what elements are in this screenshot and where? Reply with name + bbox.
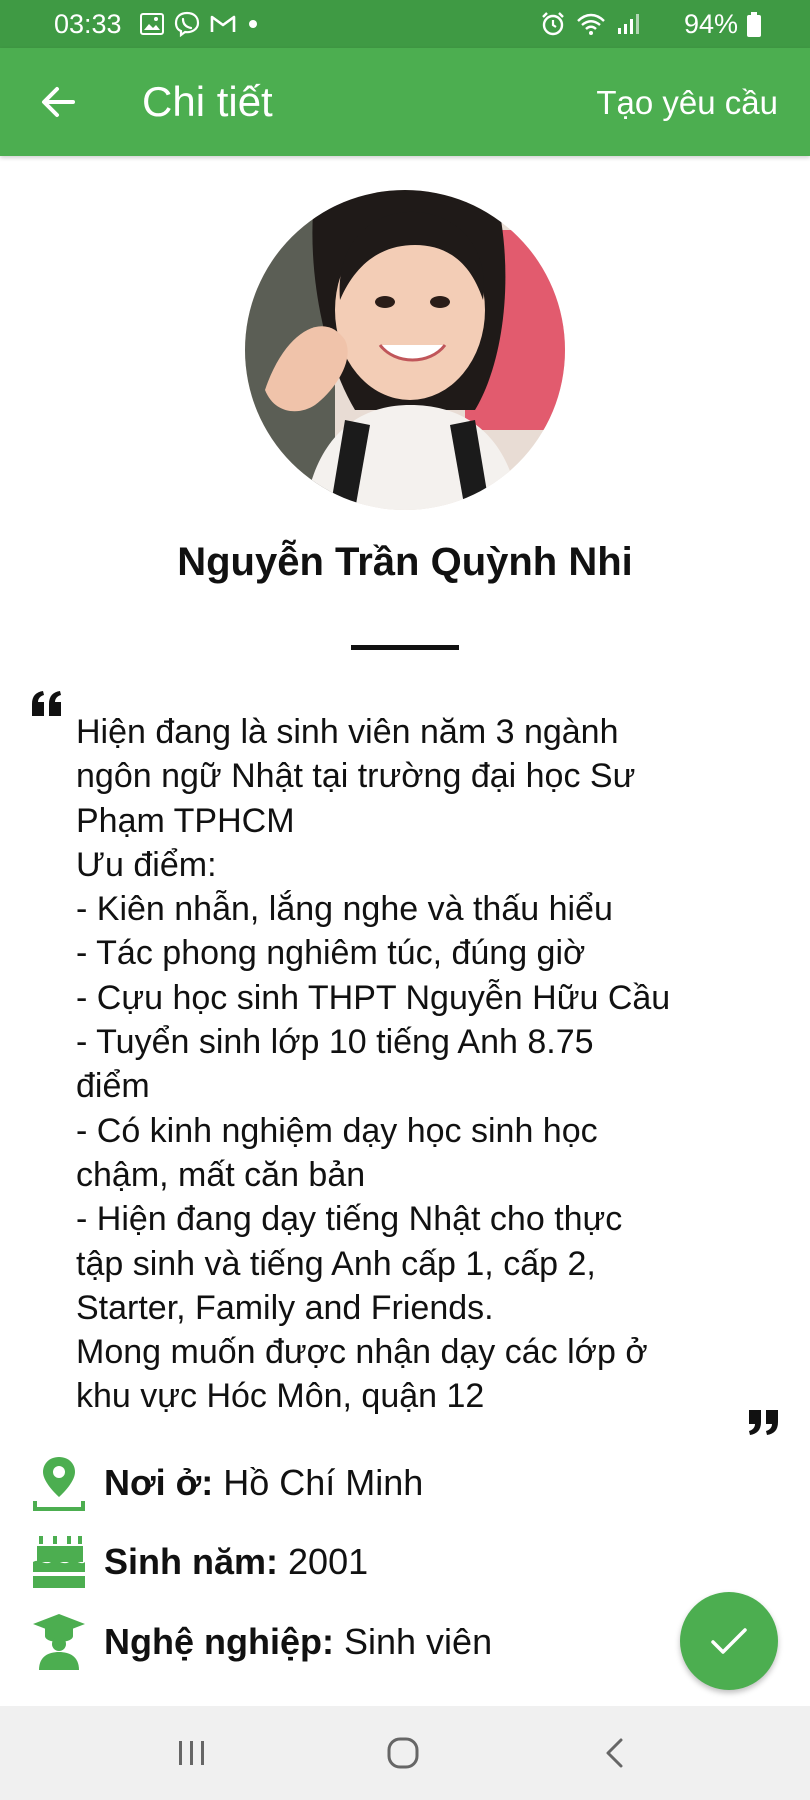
system-nav-bar — [0, 1706, 810, 1800]
home-icon — [386, 1736, 420, 1770]
bio-line: - Có kinh nghiệm dạy học sinh học — [76, 1111, 598, 1150]
avatar — [245, 190, 565, 510]
home-button[interactable] — [373, 1728, 433, 1778]
page-title: Chi tiết — [142, 78, 273, 125]
bio-line: chậm, mất căn bản — [76, 1155, 366, 1194]
bio-line: tập sinh và tiếng Anh cấp 1, cấp 2, — [76, 1244, 596, 1283]
profile-name: Nguyễn Trần Quỳnh Nhi — [177, 540, 633, 584]
back-nav-icon — [603, 1737, 627, 1769]
cake-icon — [30, 1531, 88, 1593]
bio-line: Mong muốn được nhận dạy các lớp ở — [76, 1333, 648, 1372]
arrow-left-icon — [40, 85, 76, 119]
bio-line: Phạm TPHCM — [76, 801, 295, 840]
info-label: Sinh năm: — [104, 1541, 279, 1582]
bio-line: ngôn ngữ Nhật tại trường đại học Sư — [76, 757, 636, 796]
battery-icon — [746, 12, 762, 43]
bio-line: - Kiên nhẫn, lắng nghe và thấu hiểu — [76, 890, 613, 929]
recent-apps-icon — [176, 1739, 208, 1767]
bio-line: điểm — [76, 1067, 150, 1106]
divider — [351, 645, 459, 650]
info-residence — [30, 1452, 423, 1514]
info-value: Hồ Chí Minh — [223, 1462, 424, 1503]
graduate-icon — [30, 1611, 88, 1673]
quote-open-icon — [30, 690, 64, 723]
bio-line: - Tác phong nghiêm túc, đúng giờ — [76, 934, 586, 973]
quote-close-icon — [746, 1408, 780, 1441]
info-label: Nơi ở: — [104, 1462, 214, 1503]
alarm-icon — [540, 11, 566, 42]
gmail-icon — [210, 14, 236, 39]
app-bar — [0, 48, 810, 156]
location-icon — [30, 1452, 88, 1514]
info-birth-year — [30, 1531, 368, 1593]
info-label: Nghệ nghiệp: — [104, 1621, 334, 1662]
viber-icon — [174, 11, 200, 42]
bio-line: Hiện đang là sinh viên năm 3 ngành — [76, 713, 619, 751]
dot-icon — [246, 17, 260, 36]
wifi-icon — [576, 12, 606, 41]
check-icon — [710, 1626, 748, 1656]
gallery-icon — [140, 13, 164, 40]
battery-percent: 94% — [683, 9, 738, 39]
bio-line: khu vực Hóc Môn, quận 12 — [76, 1377, 485, 1416]
bio-line: Starter, Family and Friends. — [76, 1288, 494, 1327]
back-button[interactable] — [34, 78, 82, 126]
confirm-button[interactable] — [680, 1592, 778, 1690]
bio-line: Ưu điểm: — [76, 845, 217, 884]
info-value: 2001 — [288, 1541, 369, 1582]
status-bar — [0, 0, 810, 48]
info-occupation — [30, 1611, 492, 1673]
bio-text — [76, 710, 776, 1419]
recent-apps-button[interactable] — [162, 1728, 222, 1778]
back-nav-button[interactable] — [585, 1728, 645, 1778]
status-time: 03:33 — [54, 9, 122, 39]
bio-line: - Cựu học sinh THPT Nguyễn Hữu Cầu — [76, 978, 671, 1017]
signal-icon — [616, 12, 640, 41]
bio-line: - Hiện đang dạy tiếng Nhật cho thực — [76, 1200, 623, 1239]
create-request-button[interactable]: Tạo yêu cầu — [596, 84, 778, 121]
info-value: Sinh viên — [344, 1621, 493, 1662]
bio-line: - Tuyển sinh lớp 10 tiếng Anh 8.75 — [76, 1023, 594, 1062]
